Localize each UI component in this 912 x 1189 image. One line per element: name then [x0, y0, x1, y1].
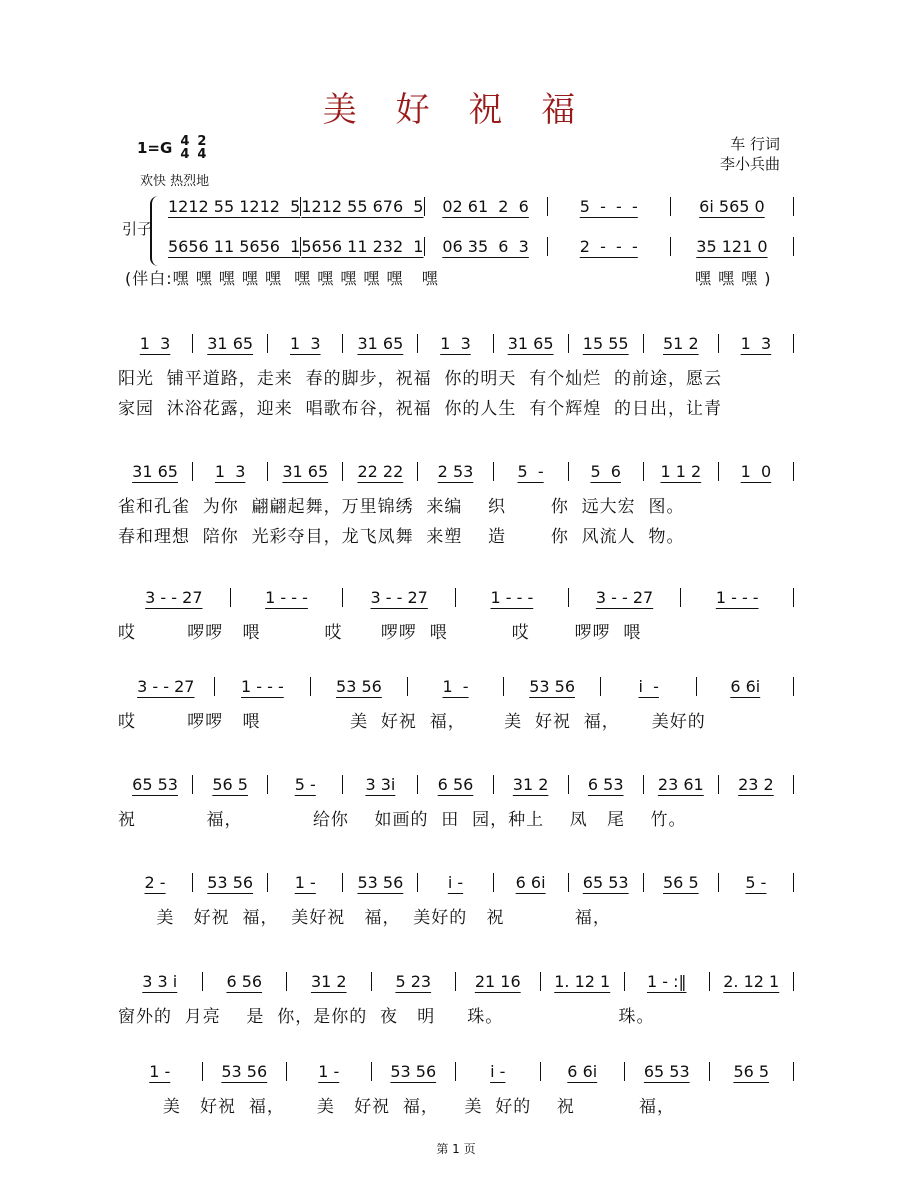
measure: i -	[601, 677, 698, 696]
measure: 31 65	[494, 334, 569, 353]
ts-top: 4	[180, 134, 190, 149]
notation-row	[118, 462, 794, 481]
measure: 5656 11 5656 1	[168, 237, 301, 256]
measure: 1 3	[193, 462, 268, 481]
lyric-line: 阳光 铺平道路，走来 春的脚步，祝福 你的明天 有个灿烂 的前途，愿云	[118, 369, 723, 389]
measure: 1 -	[118, 1062, 203, 1081]
intro-upper-staff	[168, 197, 794, 216]
measure: 3 - - 27	[569, 588, 682, 607]
notation-row	[118, 873, 794, 892]
measure: 1 -	[408, 677, 505, 696]
measure: 5 6	[569, 462, 644, 481]
measure: 1 - - -	[215, 677, 312, 696]
measure: 2 -	[118, 873, 193, 892]
lyric-line: 哎 啰啰 喂 哎 啰啰 喂 哎 啰啰 喂	[118, 623, 642, 643]
measure: 5 -	[494, 462, 569, 481]
measure: 22 22	[343, 462, 418, 481]
measure: 1 3	[268, 334, 343, 353]
measure: 56 5	[193, 775, 268, 794]
measure: 65 53	[625, 1062, 710, 1081]
ts-bottom: 4	[197, 147, 207, 162]
measure: 1 -	[287, 1062, 372, 1081]
lyric-line: 雀和孔雀 为你 翩翩起舞，万里锦绣 来编 织 你 远大宏 图。	[118, 497, 685, 517]
brace	[150, 196, 162, 266]
measure: 06 35 6 3	[425, 237, 548, 256]
measure: i -	[456, 1062, 541, 1081]
time-signature	[197, 135, 206, 161]
measure: 1. 12 1	[541, 972, 626, 991]
page-number: 第 1 页	[436, 1142, 476, 1156]
page-title: 美 好 祝 福	[322, 90, 590, 130]
lyric-line: 美 好祝 福， 美 好祝 福， 美 好的 祝 福，	[118, 1097, 675, 1117]
measure: 2 - - -	[548, 237, 671, 256]
intro-lower-staff	[168, 237, 794, 256]
measure: 1212 55 1212 5	[168, 197, 301, 216]
ts-bottom: 4	[180, 147, 190, 162]
key: 1=G	[137, 139, 173, 157]
measure: 23 61	[644, 775, 719, 794]
measure: 1 -	[268, 873, 343, 892]
measure: 5 23	[372, 972, 457, 991]
measure: i -	[418, 873, 493, 892]
measure: 3 3 i	[118, 972, 203, 991]
measure: 6 6i	[697, 677, 794, 696]
measure: 6i 565 0	[671, 197, 794, 216]
measure: 6 56	[203, 972, 288, 991]
ts-top: 2	[197, 134, 207, 149]
measure: 31 2	[287, 972, 372, 991]
measure: 1 - - -	[681, 588, 794, 607]
measure: 53 56	[203, 1062, 288, 1081]
measure: 3 3i	[343, 775, 418, 794]
measure: 6 6i	[541, 1062, 626, 1081]
measure: 5 -	[268, 775, 343, 794]
measure: 1 - - -	[456, 588, 569, 607]
measure: 53 56	[372, 1062, 457, 1081]
measure: 56 5	[644, 873, 719, 892]
measure: 5 - - -	[548, 197, 671, 216]
measure: 65 53	[569, 873, 644, 892]
measure: 1 - :‖	[625, 972, 710, 991]
measure: 6 53	[569, 775, 644, 794]
measure: 3 - - 27	[118, 677, 215, 696]
lyric-line: 祝 福， 给你 如画的 田 园，种上 凤 尾 竹。	[118, 810, 687, 830]
measure: 1 3	[118, 334, 193, 353]
measure: 31 65	[193, 334, 268, 353]
measure: 6 6i	[494, 873, 569, 892]
measure: 5 -	[719, 873, 794, 892]
accompaniment-text: (伴白:嘿 嘿 嘿 嘿 嘿 嘿 嘿 嘿 嘿 嘿 嘿	[125, 269, 439, 288]
lyric-line: 春和理想 陪你 光彩夺目，龙飞凤舞 来塑 造 你 风流人 物。	[118, 527, 685, 547]
measure: 53 56	[504, 677, 601, 696]
lyric-line: 哎 啰啰 喂 美 好祝 福， 美 好祝 福， 美好的	[118, 712, 706, 732]
measure: 5656 11 232 1	[301, 237, 424, 256]
intro-label: 引子	[122, 220, 153, 238]
measure: 53 56	[311, 677, 408, 696]
measure: 31 65	[118, 462, 193, 481]
notation-row	[118, 1062, 794, 1081]
notation-row	[118, 677, 794, 696]
measure: 35 121 0	[671, 237, 794, 256]
measure: 1 - - -	[231, 588, 344, 607]
tempo-marking: 欢快 热烈地	[140, 174, 210, 189]
lyricist: 车 行词	[730, 135, 780, 153]
measure: 2 53	[418, 462, 493, 481]
composer: 李小兵曲	[719, 155, 780, 173]
accompaniment-end: 嘿 嘿 嘿 )	[695, 269, 772, 288]
measure: 2. 12 1	[710, 972, 795, 991]
measure: 53 56	[193, 873, 268, 892]
measure: 51 2	[644, 334, 719, 353]
measure: 1 3	[719, 334, 794, 353]
measure: 56 5	[710, 1062, 795, 1081]
measure: 31 65	[268, 462, 343, 481]
lyric-line: 美 好祝 福， 美好祝 福， 美好的 祝 福，	[118, 908, 611, 928]
notation-row	[118, 972, 794, 991]
notation-row	[118, 334, 794, 353]
measure: 02 61 2 6	[425, 197, 548, 216]
measure: 3 - - 27	[118, 588, 231, 607]
measure: 65 53	[118, 775, 193, 794]
measure: 1 1 2	[644, 462, 719, 481]
time-signature	[180, 135, 189, 161]
measure: 53 56	[343, 873, 418, 892]
lyric-line: 窗外的 月亮 是 你，是你的 夜 明 珠。 珠。	[118, 1007, 655, 1027]
notation-row	[118, 775, 794, 794]
measure: 6 56	[418, 775, 493, 794]
lyric-line: 家园 沐浴花露，迎来 唱歌布谷，祝福 你的人生 有个辉煌 的日出，让青	[118, 399, 723, 419]
measure: 23 2	[719, 775, 794, 794]
measure: 15 55	[569, 334, 644, 353]
measure: 1 0	[719, 462, 794, 481]
measure: 31 2	[494, 775, 569, 794]
measure: 31 65	[343, 334, 418, 353]
key-signature	[137, 135, 206, 161]
measure: 1212 55 676 5	[301, 197, 424, 216]
measure: 21 16	[456, 972, 541, 991]
measure: 1 3	[418, 334, 493, 353]
notation-row	[118, 588, 794, 607]
measure: 3 - - 27	[343, 588, 456, 607]
